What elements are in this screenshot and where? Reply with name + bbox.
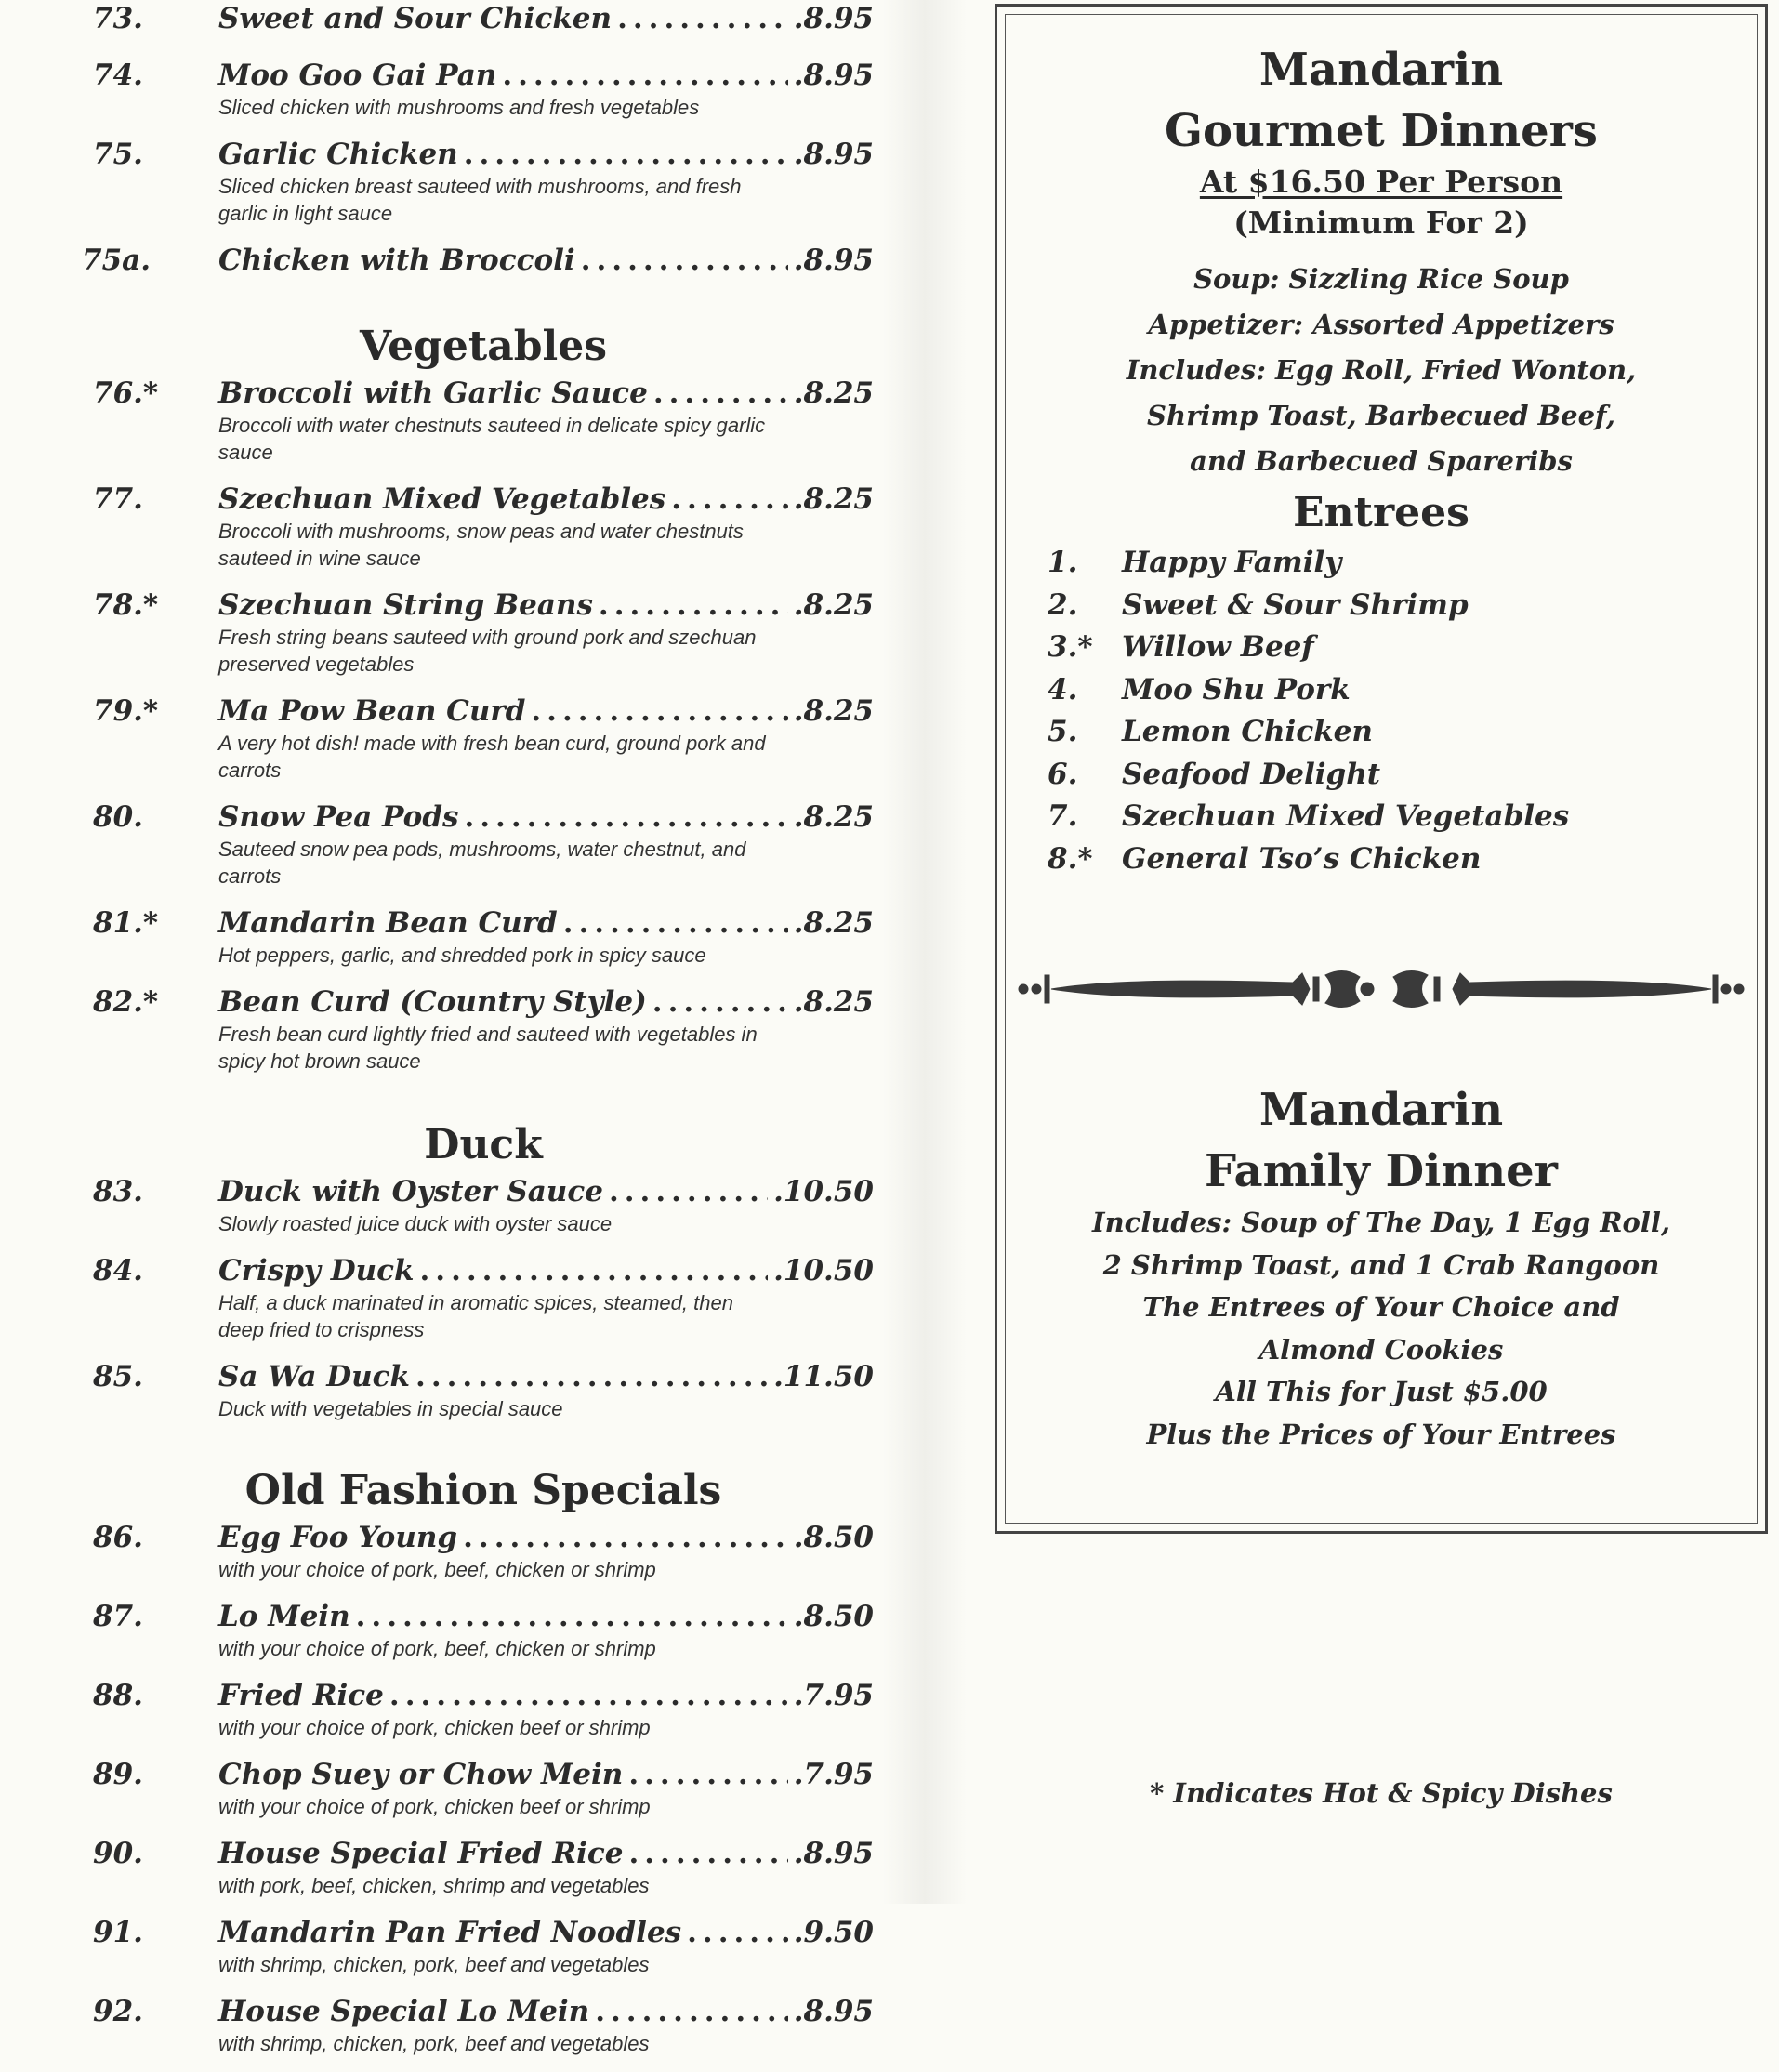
gourmet-line: Shrimp Toast, Barbecued Beef,: [1147, 400, 1615, 431]
item-price: .8.95: [793, 244, 874, 277]
item-number: 87.: [93, 1600, 143, 1633]
dot-leader: [464, 136, 788, 173]
item-description: spicy hot brown sauce: [218, 1049, 421, 1073]
item-description: Broccoli with mushrooms, snow peas and water chestnuts: [218, 520, 744, 543]
entree-name: Moo Shu Pork: [1122, 672, 1351, 706]
menu-item: [93, 1598, 874, 1677]
item-description: Sliced chicken breast sauteed with mushrooms, and fresh: [218, 175, 742, 198]
item-description: Slowly roasted juice duck with oyster sauce: [218, 1212, 613, 1235]
item-description: preserved vegetables: [218, 653, 415, 676]
gourmet-title-1: Mandarin: [1258, 44, 1504, 96]
menu-item: [93, 57, 874, 136]
item-number: 77.: [93, 482, 143, 516]
entree-number: 6.: [1048, 757, 1078, 791]
menu-item-row: [93, 57, 874, 94]
box-inner-border: [1005, 14, 1758, 1524]
section-title: Old Fashion Specials: [244, 1467, 722, 1514]
item-name: Snow Pea Pods: [218, 800, 459, 834]
item-price: .10.50: [773, 1175, 874, 1208]
menu-item: [93, 1914, 874, 1993]
item-price: .8.25: [793, 588, 874, 622]
item-price: .8.95: [793, 1837, 874, 1870]
entree-item: [1048, 838, 1757, 881]
entree-list: [1006, 542, 1757, 880]
entree-item: [1048, 796, 1757, 838]
item-price: .8.25: [793, 906, 874, 940]
item-description: with your choice of pork, chicken beef or shrimp: [218, 1795, 651, 1818]
dot-leader: [464, 798, 787, 836]
item-description: with your choice of pork, beef, chicken or shrimp: [218, 1558, 656, 1581]
item-price: .8.25: [793, 800, 874, 834]
item-price: .8.25: [793, 482, 874, 516]
menu-item: [93, 587, 874, 693]
item-name: Chicken with Broccoli: [218, 244, 575, 277]
item-name: Lo Mein: [218, 1600, 350, 1633]
menu-item-row: [93, 1173, 874, 1210]
gourmet-line: Appetizer: Assorted Appetizers: [1148, 309, 1614, 340]
dot-leader: [531, 693, 787, 730]
entree-item: [1048, 627, 1757, 669]
dot-leader: [595, 1993, 788, 2030]
family-line: Almond Cookies: [1258, 1333, 1504, 1366]
menu-item-row: [93, 1677, 874, 1714]
menu-item: [93, 798, 874, 904]
gourmet-line: Includes: Egg Roll, Fried Wonton,: [1126, 354, 1637, 386]
entree-name: General Tso’s Chicken: [1122, 841, 1482, 876]
item-price: .8.95: [793, 2, 874, 35]
item-number: 88.: [93, 1679, 143, 1712]
entree-number: 8.*: [1048, 841, 1093, 876]
item-name: Chop Suey or Chow Mein: [218, 1758, 624, 1791]
entree-item: [1048, 542, 1757, 585]
family-line: Plus the Prices of Your Entrees: [1146, 1418, 1616, 1450]
dot-leader: [502, 57, 787, 94]
item-name: Szechuan String Beans: [218, 588, 593, 622]
item-number: 86.: [93, 1521, 143, 1554]
item-description: Fresh string beans sauteed with ground pork and szechuan: [218, 626, 757, 649]
item-number: 81.*: [93, 906, 159, 940]
menu-item: [93, 983, 874, 1089]
item-name: Garlic Chicken: [218, 138, 458, 171]
dot-leader: [653, 375, 788, 412]
menu-item-row: [93, 0, 874, 37]
dot-leader: [671, 481, 787, 518]
menu-item: [93, 1677, 874, 1756]
item-number: 90.: [93, 1837, 143, 1870]
item-description: Sliced chicken with mushrooms and fresh vegetables: [218, 96, 700, 119]
menu-item: [93, 481, 874, 587]
item-description: with your choice of pork, chicken beef or shrimp: [218, 1716, 651, 1739]
item-name: Crispy Duck: [218, 1254, 415, 1287]
item-price: .10.50: [773, 1254, 874, 1287]
menu-item-row: [93, 1914, 874, 1951]
section-title: Vegetables: [360, 323, 607, 370]
item-price: .7.95: [793, 1679, 874, 1712]
item-description: garlic in light sauce: [218, 202, 393, 225]
menu-item: [93, 693, 874, 798]
menu-item-row: [93, 136, 874, 173]
item-description: Hot peppers, garlic, and shredded pork in spicy sauce: [218, 944, 706, 967]
menu-item-row: [93, 1358, 874, 1395]
menu-item: [93, 0, 874, 57]
ornament-divider-icon: [1014, 957, 1748, 1022]
menu-item: [93, 1756, 874, 1835]
family-line: All This for Just $5.00: [1215, 1376, 1548, 1407]
item-number: 75.: [93, 138, 143, 171]
entree-name: Sweet & Sour Shrimp: [1122, 587, 1469, 622]
menu-item-row: [93, 1598, 874, 1635]
menu-item: [93, 1993, 874, 2072]
item-number: 83.: [93, 1175, 143, 1208]
item-description: with shrimp, chicken, pork, beef and vegetables: [218, 2032, 650, 2055]
family-line: Includes: Soup of The Day, 1 Egg Roll,: [1092, 1207, 1670, 1238]
menu-item: [93, 1519, 874, 1598]
item-price: .8.50: [793, 1521, 874, 1554]
item-name: Mandarin Pan Fried Noodles: [218, 1916, 682, 1949]
menu-item-row: [93, 693, 874, 730]
item-price: .8.25: [793, 376, 874, 410]
item-number: 76.*: [93, 376, 159, 410]
dot-leader: [628, 1756, 787, 1793]
gourmet-price: At $16.50 Per Person: [1199, 164, 1563, 200]
menu-item: [93, 136, 874, 242]
item-description: with your choice of pork, beef, chicken or shrimp: [218, 1637, 656, 1660]
item-name: Moo Goo Gai Pan: [218, 59, 497, 92]
dot-leader: [415, 1358, 768, 1395]
menu-item: [93, 1252, 874, 1358]
entree-name: Willow Beef: [1122, 630, 1314, 664]
item-name: Szechuan Mixed Vegetables: [218, 482, 666, 516]
item-description: deep fried to crispness: [218, 1318, 425, 1341]
item-description: Half, a duck marinated in aromatic spices, steamed, then: [218, 1291, 733, 1314]
entree-name: Happy Family: [1122, 546, 1342, 579]
family-title-1: Mandarin: [1258, 1084, 1504, 1136]
menu-item: [93, 1173, 874, 1252]
entrees-title: Entrees: [1293, 489, 1469, 536]
dot-leader: [420, 1252, 769, 1289]
item-name: Ma Pow Bean Curd: [218, 694, 526, 728]
item-name: Egg Foo Young: [218, 1521, 458, 1554]
entree-item: [1048, 585, 1757, 627]
menu-item-row: [82, 242, 874, 279]
dot-leader: [609, 1173, 768, 1210]
item-number: 84.: [93, 1254, 143, 1287]
gourmet-title-2: Gourmet Dinners: [1165, 105, 1598, 157]
section-title: Duck: [424, 1121, 543, 1168]
family-title-2: Family Dinner: [1205, 1145, 1558, 1197]
entree-number: 4.: [1048, 672, 1078, 706]
item-price: .11.50: [773, 1360, 874, 1393]
entree-name: Seafood Delight: [1122, 757, 1381, 791]
item-number: 82.*: [93, 985, 159, 1019]
entree-number: 1.: [1048, 546, 1078, 579]
item-number: 74.: [93, 59, 143, 92]
dot-leader: [356, 1598, 788, 1635]
family-includes: [1006, 1202, 1757, 1456]
gourmet-line: Soup: Sizzling Rice Soup: [1193, 263, 1569, 295]
gourmet-line: and Barbecued Spareribs: [1190, 445, 1573, 477]
dot-leader: [581, 242, 788, 279]
menu-item: [93, 1358, 874, 1437]
entree-number: 2.: [1048, 587, 1078, 622]
menu-item: [93, 1835, 874, 1914]
family-line: 2 Shrimp Toast, and 1 Crab Rangoon: [1102, 1248, 1660, 1281]
item-price: .7.95: [793, 1758, 874, 1791]
entree-number: 3.*: [1048, 630, 1093, 664]
item-number: 89.: [93, 1758, 143, 1791]
dot-leader: [652, 983, 788, 1021]
item-number: 79.*: [93, 694, 159, 728]
item-description: A very hot dish! made with fresh bean curd, ground pork and carrots: [218, 732, 766, 782]
item-name: House Special Fried Rice: [218, 1837, 624, 1870]
dot-leader: [463, 1519, 788, 1556]
page-fold: [883, 0, 967, 1904]
entree-item: [1048, 711, 1757, 754]
item-number: 73.: [93, 2, 143, 35]
menu-item-row: [93, 1756, 874, 1793]
menu-item: [93, 904, 874, 983]
item-name: Sa Wa Duck: [218, 1360, 411, 1393]
dot-leader: [628, 1835, 787, 1872]
item-description: with pork, beef, chicken, shrimp and vegetables: [218, 1874, 650, 1897]
spicy-footnote: * Indicates Hot & Spicy Dishes: [1150, 1777, 1613, 1809]
item-name: Bean Curd (Country Style): [218, 985, 647, 1019]
menu-item-row: [93, 375, 874, 412]
item-number: 78.*: [93, 588, 159, 622]
item-number: 91.: [93, 1916, 143, 1949]
item-description: Duck with vegetables in special sauce: [218, 1397, 563, 1420]
entree-item: [1048, 754, 1757, 797]
menu-item-row: [93, 983, 874, 1021]
item-name: Fried Rice: [218, 1679, 384, 1712]
dot-leader: [617, 0, 788, 37]
family-line: The Entrees of Your Choice and: [1142, 1291, 1620, 1323]
item-price: .8.25: [793, 985, 874, 1019]
dot-leader: [563, 904, 788, 942]
menu-item-row: [93, 1519, 874, 1556]
entree-name: Lemon Chicken: [1122, 715, 1373, 748]
dot-leader: [389, 1677, 788, 1714]
menu-item-row: [93, 587, 874, 624]
item-description: with shrimp, chicken, pork, beef and vegetables: [218, 1953, 650, 1976]
item-description: sauteed in wine sauce: [218, 547, 421, 570]
item-price: .8.25: [793, 694, 874, 728]
menu-item: [93, 375, 874, 481]
item-number: 75a.: [82, 244, 152, 277]
gourmet-family-box: [995, 4, 1768, 1534]
menu-item-row: [93, 904, 874, 942]
item-name: House Special Lo Mein: [218, 1995, 590, 2028]
gourmet-includes: [1006, 257, 1757, 484]
item-name: Broccoli with Garlic Sauce: [218, 376, 648, 410]
menu-item-row: [93, 1835, 874, 1872]
left-menu-column: [82, 0, 874, 2072]
item-name: Mandarin Bean Curd: [218, 906, 558, 940]
item-price: .8.95: [793, 1995, 874, 2028]
item-description: Broccoli with water chestnuts sauteed in delicate spicy garlic sauce: [218, 414, 766, 464]
entree-number: 5.: [1048, 715, 1078, 748]
item-price: .9.50: [793, 1916, 874, 1949]
dot-leader: [687, 1914, 788, 1951]
item-price: .8.50: [793, 1600, 874, 1633]
item-number: 85.: [93, 1360, 143, 1393]
item-description: Fresh bean curd lightly fried and sauteed with vegetables in: [218, 1023, 758, 1046]
dot-leader: [599, 587, 788, 624]
menu-item: [82, 242, 874, 298]
menu-item-row: [93, 1252, 874, 1289]
entree-number: 7.: [1048, 799, 1078, 833]
menu-item-row: [93, 798, 874, 836]
gourmet-minimum: (Minimum For 2): [1233, 205, 1529, 241]
item-number: 80.: [93, 800, 143, 834]
entree-name: Szechuan Mixed Vegetables: [1122, 799, 1570, 833]
item-name: Sweet and Sour Chicken: [218, 2, 613, 35]
item-price: .8.95: [793, 138, 874, 171]
menu-item-row: [93, 1993, 874, 2030]
item-description: Sauteed snow pea pods, mushrooms, water chestnut, and carrots: [218, 838, 746, 888]
item-name: Duck with Oyster Sauce: [218, 1175, 603, 1208]
item-price: .8.95: [793, 59, 874, 92]
menu-item-row: [93, 481, 874, 518]
entree-item: [1048, 669, 1757, 712]
item-number: 92.: [93, 1995, 143, 2028]
